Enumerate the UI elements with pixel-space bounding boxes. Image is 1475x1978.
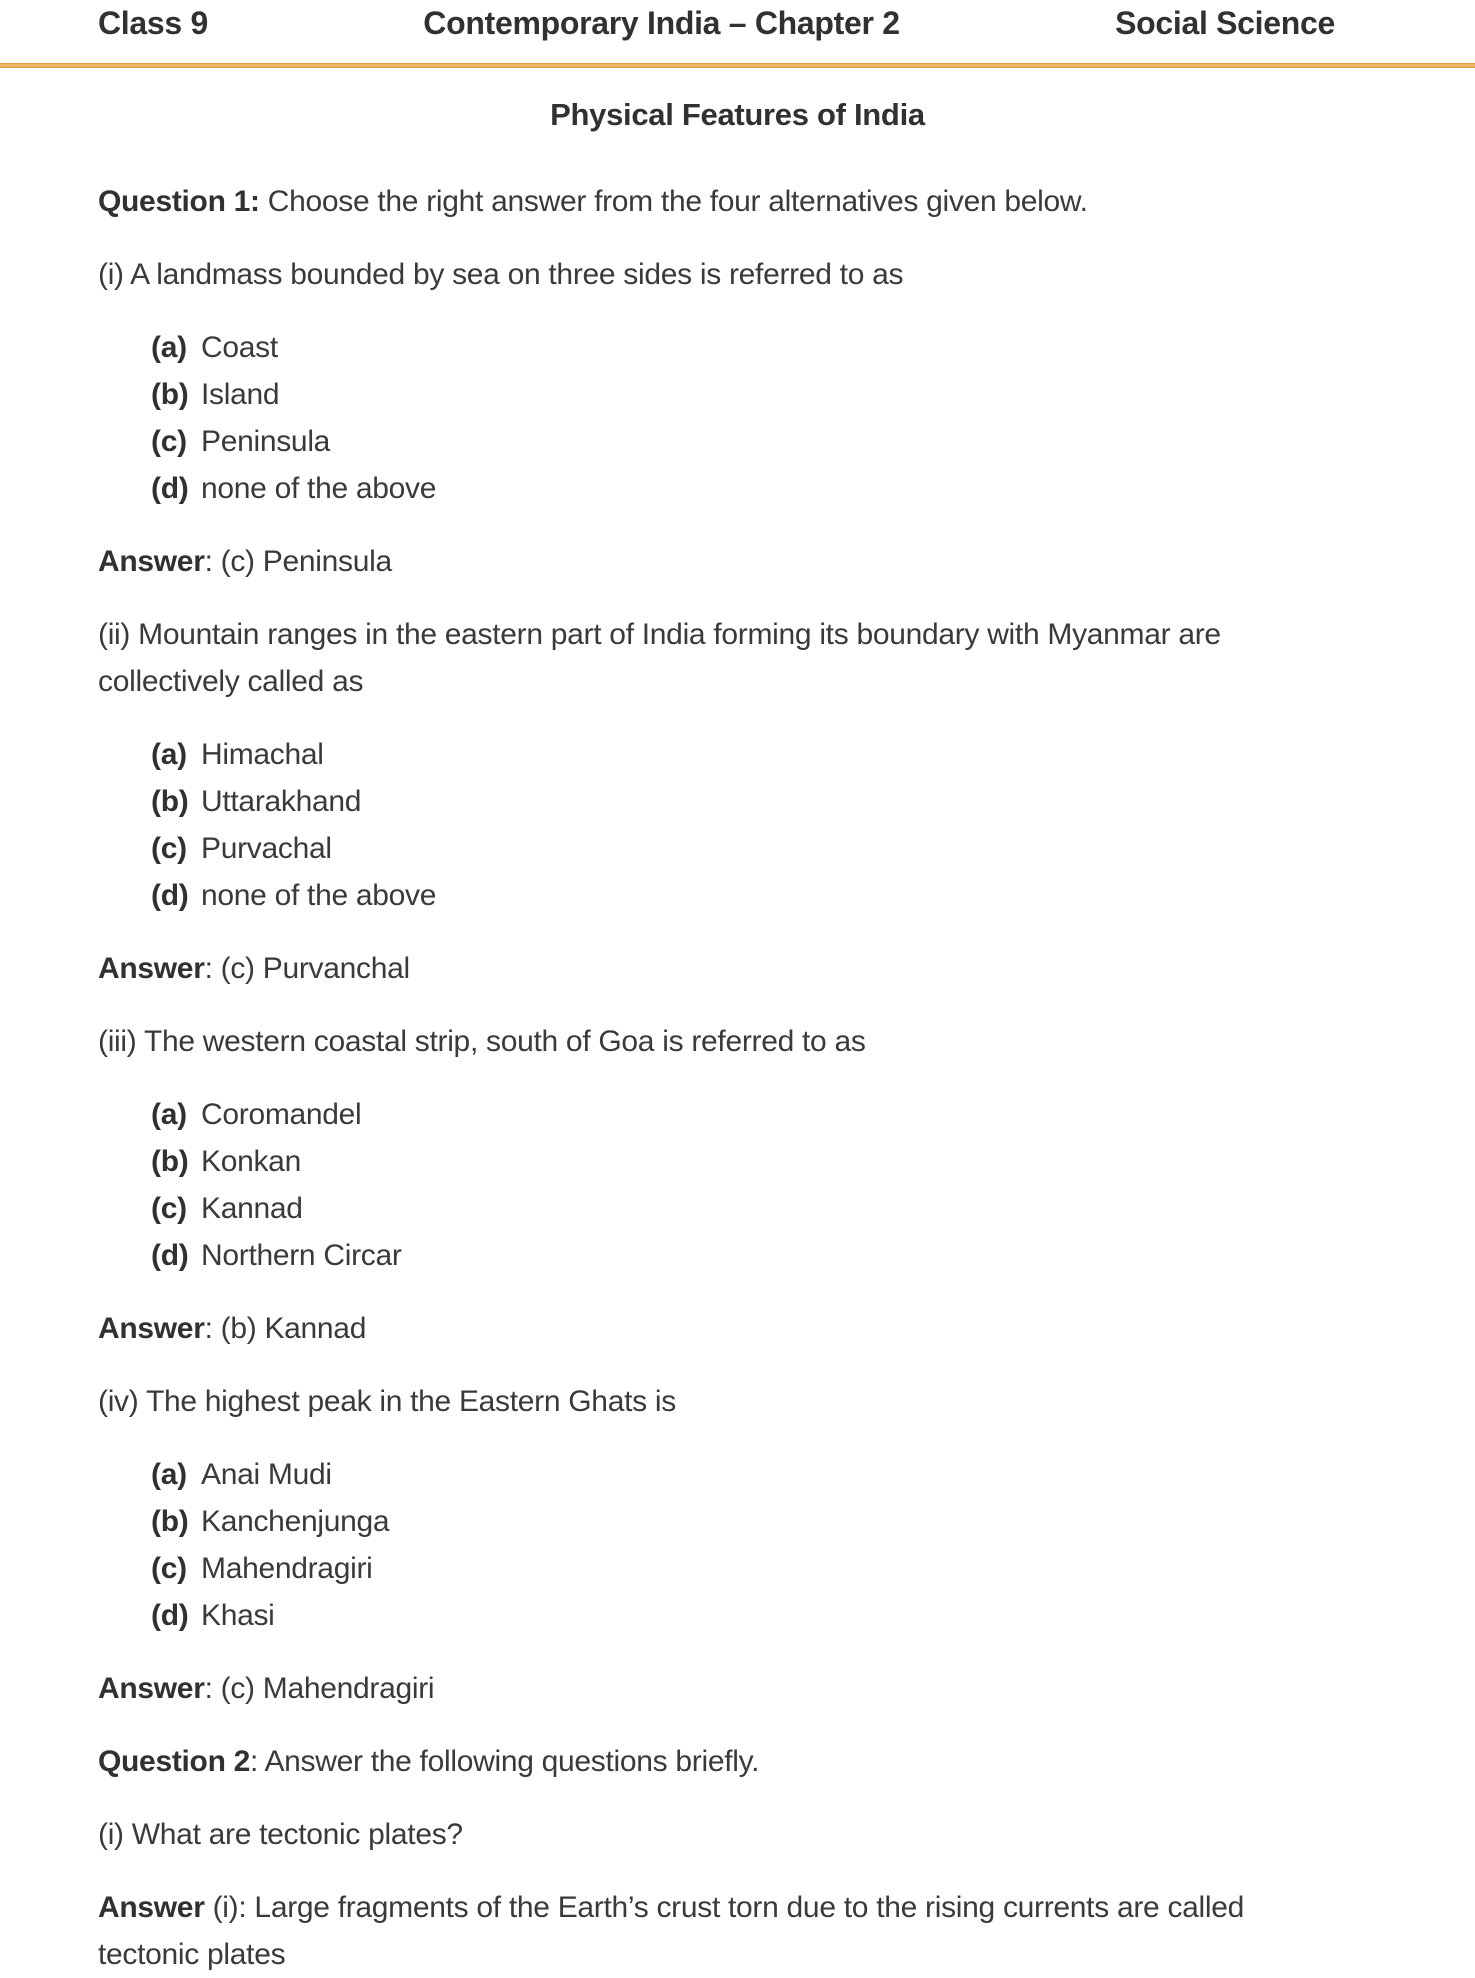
question-1-label: Question 1: [98, 185, 260, 218]
option-text: Peninsula [201, 425, 331, 458]
option-text: Coast [201, 331, 278, 364]
answer-text: : (c) Peninsula [204, 545, 392, 578]
q1-sub-ii-stem [98, 611, 1395, 705]
option-letter: (d) [151, 1599, 189, 1632]
option-text: Island [201, 378, 280, 411]
option-letter: (b) [151, 378, 189, 411]
stem-line: collectively called as [98, 665, 364, 698]
option-row [151, 1091, 1395, 1138]
option-row [151, 1138, 1395, 1185]
option-text: Konkan [201, 1145, 301, 1178]
option-letter: (b) [151, 1505, 189, 1538]
stem-line: (iii) The western coastal strip, south of Goa is referred to as [98, 1025, 866, 1058]
option-letter: (a) [151, 1458, 187, 1491]
stem-line: (i) A landmass bounded by sea on three sides is referred to as [98, 258, 904, 291]
option-letter: (b) [151, 785, 189, 818]
chapter-title: Contemporary India – Chapter 2 [423, 5, 900, 41]
q1-sub-ii-answer [98, 945, 1395, 992]
option-text: Himachal [201, 738, 324, 771]
option-letter: (b) [151, 1145, 189, 1178]
option-row [151, 1545, 1395, 1592]
q1-sub-iii-answer [98, 1305, 1395, 1352]
q1-sub-iii-options [98, 1091, 1395, 1279]
option-text: none of the above [201, 879, 437, 912]
option-row [151, 1185, 1395, 1232]
option-row [151, 825, 1395, 872]
option-row [151, 1498, 1395, 1545]
answer-text: : (c) Mahendragiri [204, 1672, 435, 1705]
option-letter: (a) [151, 331, 187, 364]
option-row [151, 731, 1395, 778]
option-text: Purvachal [201, 832, 332, 865]
option-letter: (c) [151, 1552, 187, 1585]
stem-line: (iv) The highest peak in the Eastern Ghats is [98, 1385, 676, 1418]
q1-sub-i-options [98, 324, 1395, 512]
option-letter: (c) [151, 1192, 187, 1225]
option-row [151, 465, 1395, 512]
q1-sub-i-answer [98, 538, 1395, 585]
q1-sub-ii-options [98, 731, 1395, 919]
answer-text: (i): Large fragments of the Earth’s crust torn due to the rising currents are called [204, 1891, 1245, 1924]
option-letter: (a) [151, 1098, 187, 1131]
answer-label: Answer [98, 1312, 205, 1345]
q1-sub-iii-stem [98, 1018, 1395, 1065]
answer-line: tectonic plates [98, 1938, 286, 1971]
option-letter: (d) [151, 879, 189, 912]
q2-sub-i-stem [98, 1811, 1395, 1858]
option-text: none of the above [201, 472, 437, 505]
page-title: Physical Features of India [550, 97, 925, 132]
option-text: Anai Mudi [201, 1458, 332, 1491]
question-2-label: Question 2 [98, 1745, 251, 1778]
option-text: Uttarakhand [201, 785, 362, 818]
option-row [151, 1592, 1395, 1639]
option-letter: (c) [151, 425, 187, 458]
q1-sub-iv-stem [98, 1378, 1395, 1425]
option-row [151, 872, 1395, 919]
option-text: Khasi [201, 1599, 275, 1632]
answer-text: : (b) Kannad [204, 1312, 367, 1345]
option-text: Kannad [201, 1192, 303, 1225]
document-body [0, 91, 1475, 1978]
answer-label: Answer [98, 1891, 205, 1924]
option-text: Northern Circar [201, 1239, 402, 1272]
answer-label: Answer [98, 1672, 205, 1705]
document-header [0, 0, 1475, 43]
option-row [151, 778, 1395, 825]
question-2-heading [98, 1738, 1395, 1785]
question-1-intro: Choose the right answer from the four alternatives given below. [259, 185, 1088, 218]
option-row [151, 418, 1395, 465]
header-divider-rule [0, 63, 1475, 68]
answer-label: Answer [98, 545, 205, 578]
option-row [151, 371, 1395, 418]
option-letter: (a) [151, 738, 187, 771]
stem-line: (i) What are tectonic plates? [98, 1818, 463, 1851]
subject-label: Social Science [1115, 5, 1335, 41]
answer-text: : (c) Purvanchal [204, 952, 410, 985]
stem-line: (ii) Mountain ranges in the eastern part of India forming its boundary with Myanmar are [98, 618, 1221, 651]
option-row [151, 324, 1395, 371]
option-row [151, 1451, 1395, 1498]
answer-label: Answer [98, 952, 205, 985]
q1-sub-iv-answer [98, 1665, 1395, 1712]
question-1-heading [98, 178, 1395, 225]
option-text: Kanchenjunga [201, 1505, 390, 1538]
q1-sub-i-stem [98, 251, 1395, 298]
option-letter: (c) [151, 832, 187, 865]
option-text: Coromandel [201, 1098, 362, 1131]
option-text: Mahendragiri [201, 1552, 373, 1585]
answer-line [98, 1884, 1395, 1931]
option-letter: (d) [151, 1239, 189, 1272]
option-letter: (d) [151, 472, 189, 505]
q2-sub-i-answer [98, 1884, 1395, 1978]
question-2-intro: : Answer the following questions briefly. [250, 1745, 760, 1778]
class-label: Class 9 [98, 5, 208, 41]
option-row [151, 1232, 1395, 1279]
q1-sub-iv-options [98, 1451, 1395, 1639]
